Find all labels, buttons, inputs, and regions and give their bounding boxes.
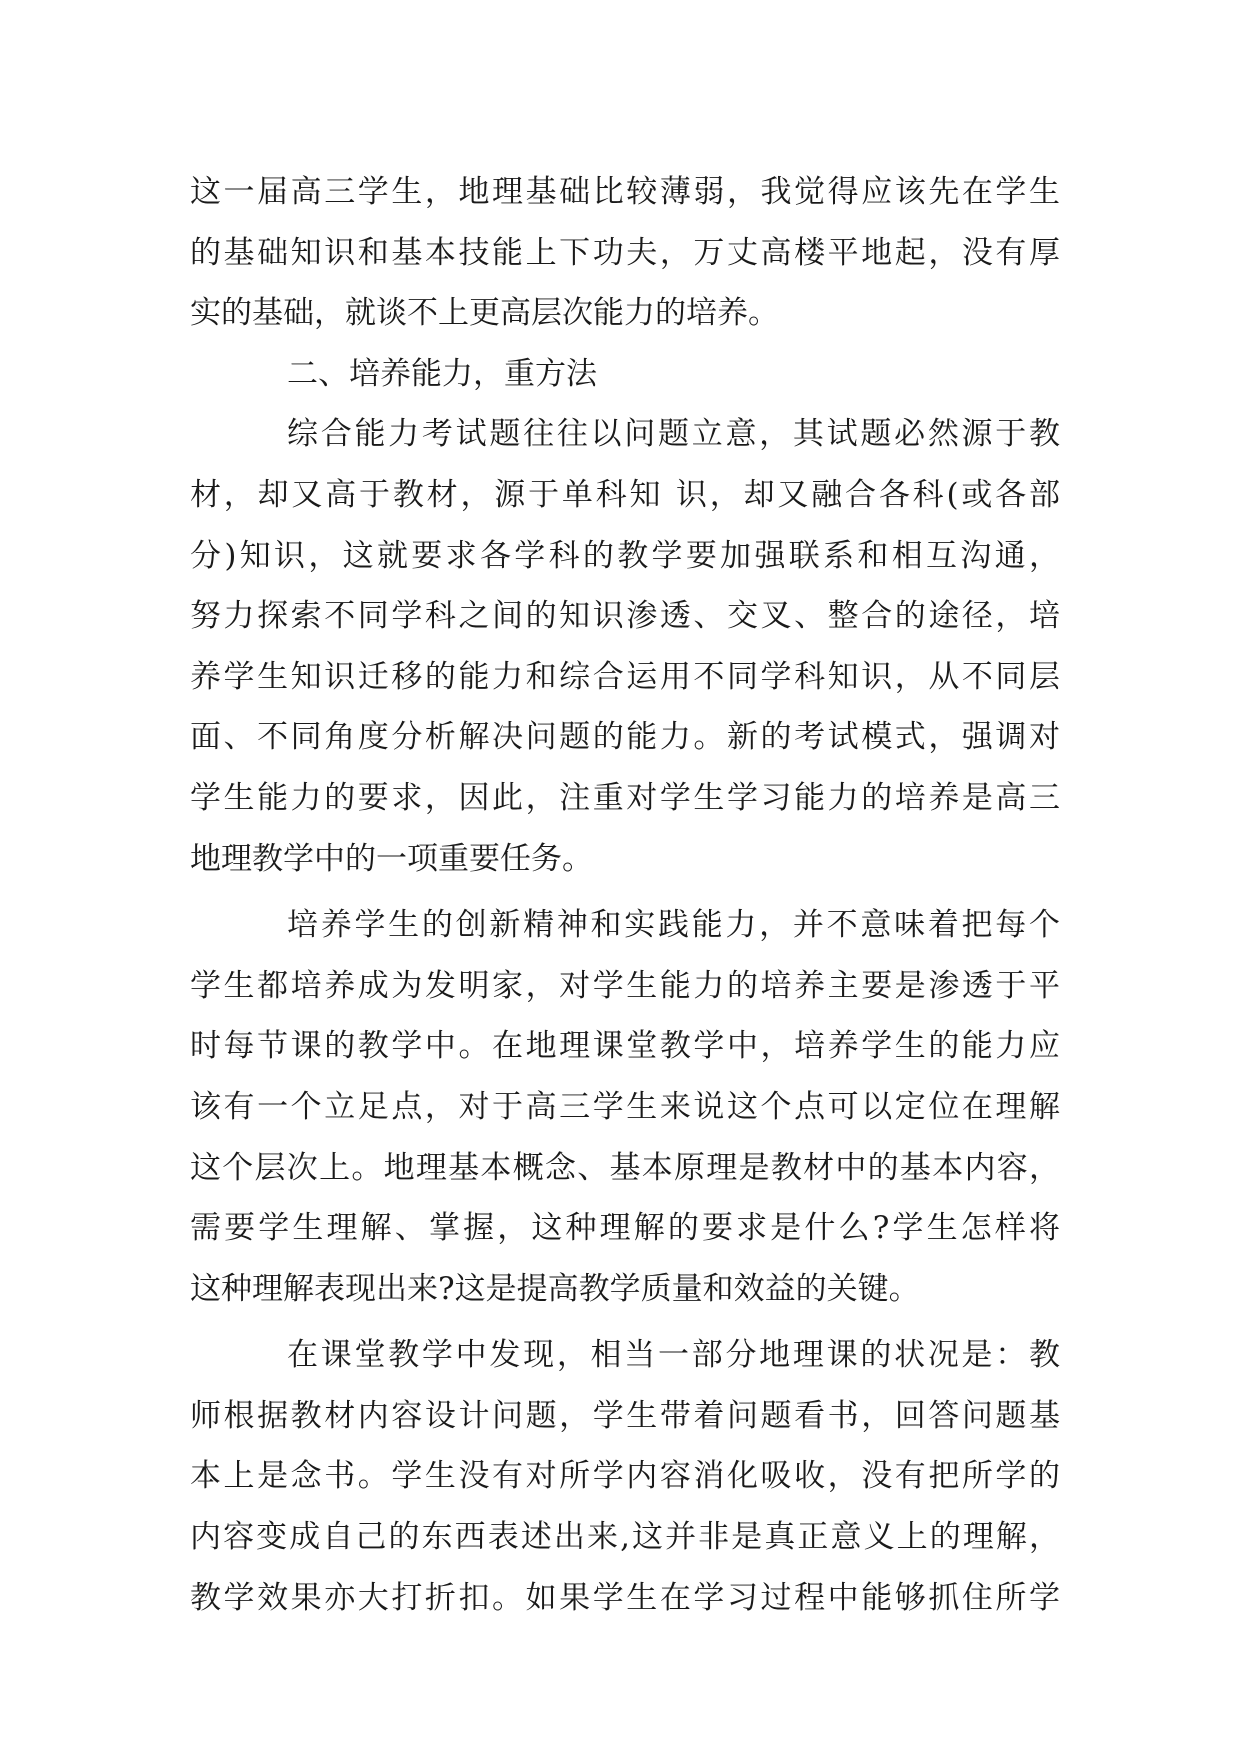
paragraph-intro <box>190 162 1060 344</box>
text-line: 材，却又高于教材，源于单科知 识，却又融合各科(或各部 <box>190 476 1060 513</box>
document-body <box>190 162 1060 1628</box>
paragraph-comprehensive-ability <box>190 404 1060 889</box>
heading-text: 二、培养能力，重方法 <box>287 355 597 392</box>
text-line: 本上是念书。学生没有对所学内容消化吸收，没有把所学的 <box>190 1458 1060 1495</box>
text-line: 分)知识，这就要求各学科的教学要加强联系和相互沟通， <box>190 537 1060 574</box>
text-line: 综合能力考试题往往以问题立意，其试题必然源于教 <box>287 416 1060 453</box>
text-line: 的基础知识和基本技能上下功夫，万丈高楼平地起，没有厚 <box>190 234 1060 271</box>
text-line: 时每节课的教学中。在地理课堂教学中，培养学生的能力应 <box>190 1028 1060 1065</box>
text-line: 师根据教材内容设计问题，学生带着问题看书，回答问题基 <box>190 1397 1060 1434</box>
text-line: 教学效果亦大打折扣。如果学生在学习过程中能够抓住所学 <box>190 1579 1060 1616</box>
text-line: 这个层次上。地理基本概念、基本原理是教材中的基本内容， <box>190 1149 1060 1186</box>
text-line: 学生都培养成为发明家，对学生能力的培养主要是渗透于平 <box>190 967 1060 1004</box>
paragraph-classroom <box>190 1325 1060 1628</box>
text-line: 需要学生理解、掌握，这种理解的要求是什么?学生怎样将 <box>190 1210 1060 1247</box>
section-heading <box>190 344 1060 405</box>
paragraph-innovation <box>190 895 1060 1319</box>
text-line: 地理教学中的一项重要任务。 <box>190 840 593 877</box>
text-line: 努力探索不同学科之间的知识渗透、交叉、整合的途径，培 <box>190 598 1060 635</box>
text-line: 培养学生的创新精神和实践能力，并不意味着把每个 <box>287 907 1060 944</box>
text-line: 内容变成自己的东西表述出来,这并非是真正意义上的理解， <box>190 1519 1060 1556</box>
text-line: 这种理解表现出来?这是提高教学质量和效益的关键。 <box>190 1270 920 1307</box>
text-line: 该有一个立足点，对于高三学生来说这个点可以定位在理解 <box>190 1088 1060 1125</box>
text-line: 养学生知识迁移的能力和综合运用不同学科知识，从不同层 <box>190 658 1060 695</box>
text-line: 实的基础，就谈不上更高层次能力的培养。 <box>190 295 779 332</box>
text-line: 这一届高三学生，地理基础比较薄弱，我觉得应该先在学生 <box>190 174 1060 210</box>
text-line: 面、不同角度分析解决问题的能力。新的考试模式，强调对 <box>190 719 1060 756</box>
text-line: 在课堂教学中发现，相当一部分地理课的状况是：教 <box>287 1337 1060 1374</box>
text-line: 学生能力的要求，因此，注重对学生学习能力的培养是高三 <box>190 779 1060 816</box>
